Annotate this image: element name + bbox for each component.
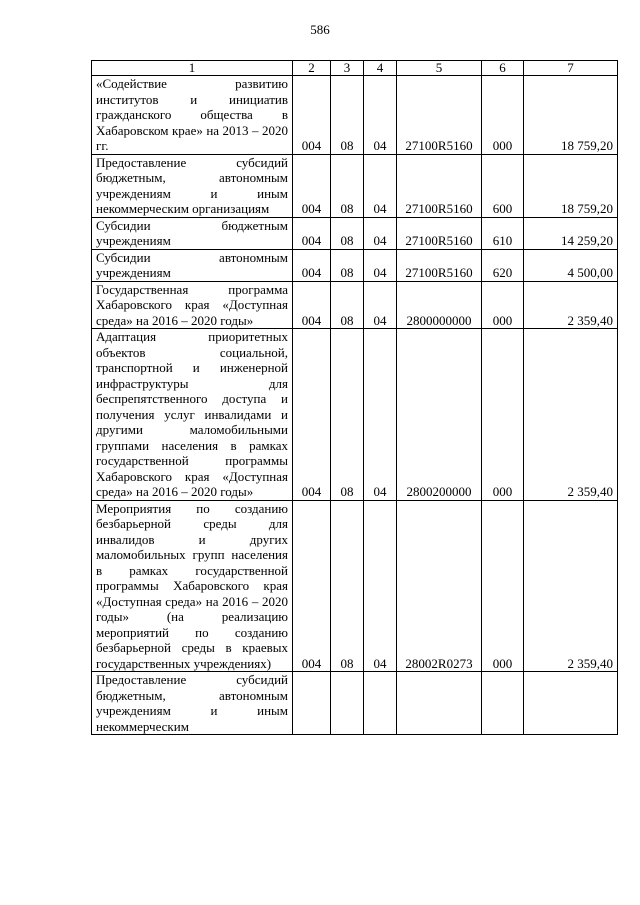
table-row bbox=[92, 500, 618, 672]
budget-table bbox=[91, 60, 618, 735]
row-amount bbox=[524, 672, 618, 735]
row-target-code bbox=[397, 672, 482, 735]
table-row bbox=[92, 249, 618, 281]
row-expense-type: 600 bbox=[482, 154, 524, 217]
row-expense-type bbox=[482, 672, 524, 735]
header-col-6: 6 bbox=[482, 61, 524, 76]
row-section: 08 bbox=[331, 217, 364, 249]
row-subsection: 04 bbox=[364, 217, 397, 249]
row-name: Предоставление субсидий бюджетным, автономным учреждениям и иным некоммерческим организациям bbox=[92, 154, 293, 217]
row-amount: 18 759,20 bbox=[524, 154, 618, 217]
table-row bbox=[92, 217, 618, 249]
row-subsection: 04 bbox=[364, 500, 397, 672]
header-col-4: 4 bbox=[364, 61, 397, 76]
page-number: 586 bbox=[310, 22, 330, 37]
row-subsection: 04 bbox=[364, 249, 397, 281]
row-ministry-code: 004 bbox=[293, 154, 331, 217]
table-row bbox=[92, 672, 618, 735]
row-ministry-code: 004 bbox=[293, 249, 331, 281]
row-ministry-code: 004 bbox=[293, 217, 331, 249]
row-subsection: 04 bbox=[364, 281, 397, 329]
row-section: 08 bbox=[331, 329, 364, 501]
row-subsection: 04 bbox=[364, 76, 397, 155]
row-ministry-code: 004 bbox=[293, 76, 331, 155]
header-row bbox=[92, 61, 618, 76]
row-target-code: 27100R5160 bbox=[397, 76, 482, 155]
row-section: 08 bbox=[331, 76, 364, 155]
row-section: 08 bbox=[331, 281, 364, 329]
table-row bbox=[92, 76, 618, 155]
header-col-2: 2 bbox=[293, 61, 331, 76]
table-row bbox=[92, 329, 618, 501]
row-name: Мероприятия по созданию безбарьерной среды для инвалидов и других маломобильных групп населения в рамках государственной программы Хабаровского края «Доступная среда» на 2016 – 2020 годы» (на реализацию мероприятий по созданию безбарьерной среды в краевых государственных учреждениях) bbox=[92, 500, 293, 672]
row-subsection bbox=[364, 672, 397, 735]
header-col-1: 1 bbox=[92, 61, 293, 76]
row-ministry-code bbox=[293, 672, 331, 735]
row-subsection: 04 bbox=[364, 329, 397, 501]
row-section bbox=[331, 672, 364, 735]
row-expense-type: 000 bbox=[482, 329, 524, 501]
row-amount: 2 359,40 bbox=[524, 281, 618, 329]
row-target-code: 27100R5160 bbox=[397, 217, 482, 249]
header-col-5: 5 bbox=[397, 61, 482, 76]
row-ministry-code: 004 bbox=[293, 329, 331, 501]
row-target-code: 27100R5160 bbox=[397, 154, 482, 217]
row-name: Государственная программа Хабаровского края «Доступная среда» на 2016 – 2020 годы» bbox=[92, 281, 293, 329]
row-expense-type: 000 bbox=[482, 76, 524, 155]
row-expense-type: 610 bbox=[482, 217, 524, 249]
table-row bbox=[92, 281, 618, 329]
row-ministry-code: 004 bbox=[293, 500, 331, 672]
row-section: 08 bbox=[331, 500, 364, 672]
row-expense-type: 620 bbox=[482, 249, 524, 281]
header-col-3: 3 bbox=[331, 61, 364, 76]
row-name: Субсидии бюджетным учреждениям bbox=[92, 217, 293, 249]
row-target-code: 2800200000 bbox=[397, 329, 482, 501]
row-amount: 14 259,20 bbox=[524, 217, 618, 249]
row-name: «Содействие развитию институтов и инициатив гражданского общества в Хабаровском крае» на 2013 – 2020 гг. bbox=[92, 76, 293, 155]
row-name: Субсидии автономным учреждениям bbox=[92, 249, 293, 281]
row-amount: 4 500,00 bbox=[524, 249, 618, 281]
row-subsection: 04 bbox=[364, 154, 397, 217]
row-name: Адаптация приоритетных объектов социальной, транспортной и инженерной инфраструктуры для беспрепятственного доступа и получения услуг инвалидами и другими маломобильными группами населения в рамках государственной программы Хабаровского края «Доступная среда» на 2016 – 2020 годы» bbox=[92, 329, 293, 501]
row-target-code: 2800000000 bbox=[397, 281, 482, 329]
row-target-code: 27100R5160 bbox=[397, 249, 482, 281]
row-amount: 18 759,20 bbox=[524, 76, 618, 155]
row-section: 08 bbox=[331, 154, 364, 217]
row-amount: 2 359,40 bbox=[524, 500, 618, 672]
row-amount: 2 359,40 bbox=[524, 329, 618, 501]
row-expense-type: 000 bbox=[482, 281, 524, 329]
row-target-code: 28002R0273 bbox=[397, 500, 482, 672]
table-row bbox=[92, 154, 618, 217]
row-ministry-code: 004 bbox=[293, 281, 331, 329]
row-name: Предоставление субсидий бюджетным, автономным учреждениям и иным некоммерческим bbox=[92, 672, 293, 735]
row-section: 08 bbox=[331, 249, 364, 281]
row-expense-type: 000 bbox=[482, 500, 524, 672]
header-col-7: 7 bbox=[524, 61, 618, 76]
